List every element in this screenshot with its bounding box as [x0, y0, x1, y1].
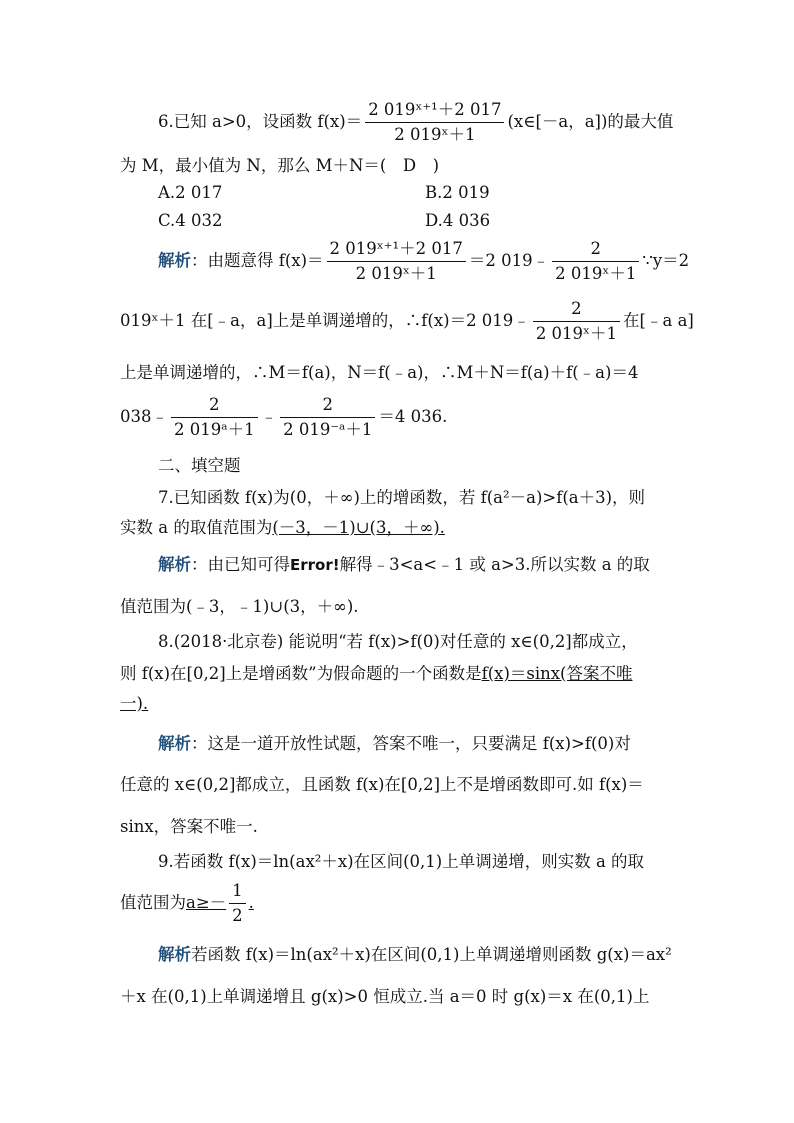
analysis-fraction — [171, 393, 258, 442]
fraction-denominator: 2 019ˣ＋1 — [394, 125, 476, 144]
analysis-fraction — [327, 237, 466, 286]
fraction-numerator: 2 — [552, 237, 639, 262]
q7-analysis-line2: 值范围为(﹣3，﹣1)∪(3，＋∞). — [120, 597, 359, 616]
q8-stem-text: 则 f(x)在[0,2]上是增函数”为假命题的一个函数是 — [120, 664, 482, 683]
analysis-label: 解析 — [158, 945, 191, 964]
analysis-text: ＝4 036. — [378, 407, 448, 426]
fraction-denominator: 2 019ˣ＋1 — [355, 264, 437, 283]
q9-answer-text: . — [248, 893, 254, 912]
q9-answer — [186, 881, 254, 925]
q6-option-d: D.4 036 — [425, 211, 491, 230]
q7-stem-line2 — [120, 514, 445, 538]
analysis-fraction — [280, 393, 375, 442]
q8-analysis-line1 — [158, 730, 631, 754]
q9-stem-line1: 9.若函数 f(x)＝ln(ax²＋x)在区间(0,1)上单调递增，则实数 a 的取 — [158, 852, 645, 871]
q6-stem-text: 6.已知 a>0，设函数 f(x)＝ — [158, 112, 363, 131]
analysis-label: 解析 — [158, 251, 191, 270]
q6-stem-line2: 为 M，最小值为 N，那么 M＋N＝( D ) — [120, 156, 440, 175]
analysis-text: ＝2 019﹣ — [468, 251, 550, 270]
analysis-text: 若函数 f(x)＝ln(ax²＋x)在区间(0,1)上单调递增则函数 g(x)＝ax² — [191, 945, 672, 964]
q6-stem-line1 — [158, 98, 673, 147]
q6-analysis-line2 — [120, 297, 694, 346]
q9-stem-line2 — [120, 879, 254, 928]
analysis-text: 在[﹣a a] — [623, 311, 694, 330]
q9-stem-text: 值范围为 — [120, 893, 186, 912]
fraction-denominator: 2 — [232, 906, 243, 925]
fraction-denominator: 2 019ˣ＋1 — [535, 324, 618, 343]
q6-analysis-line1 — [158, 237, 689, 286]
analysis-text: ﹣ — [260, 407, 278, 426]
q9-answer-text: a≥－ — [186, 893, 227, 912]
q6-function-fraction — [365, 98, 504, 147]
fraction-numerator: 1 — [229, 879, 246, 904]
q9-answer-fraction — [229, 879, 246, 928]
fraction-denominator: 2 019⁻ᵃ＋1 — [283, 420, 373, 439]
q8-analysis-line3: sinx，答案不唯一. — [120, 817, 258, 836]
analysis-fraction — [552, 237, 639, 286]
fraction-denominator: 2 019ˣ＋1 — [555, 264, 637, 283]
q6-analysis-line4 — [120, 393, 447, 442]
analysis-text: ：由题意得 f(x)＝ — [191, 251, 324, 270]
analysis-fraction — [533, 297, 620, 346]
analysis-text: ：由已知可得 — [191, 555, 290, 574]
analysis-label: 解析 — [158, 734, 191, 753]
section-heading: 二、填空题 — [158, 456, 241, 475]
fraction-numerator: 2 019ˣ⁺¹＋2 017 — [327, 237, 466, 262]
analysis-label: 解析 — [158, 555, 191, 574]
analysis-text: 019ˣ＋1 在[﹣a，a]上是单调递增的，∴f(x)＝2 019﹣ — [120, 311, 530, 330]
q7-answer: (－3，－1)∪(3，＋∞). — [272, 518, 445, 537]
q7-stem-text: 实数 a 的取值范围为 — [120, 518, 273, 537]
fraction-denominator: 2 019ᵃ＋1 — [174, 420, 255, 439]
q8-stem-line3 — [120, 690, 148, 714]
q8-answer: f(x)＝sinx(答案不唯 — [481, 664, 633, 683]
q7-analysis-line1 — [158, 551, 650, 575]
q6-option-b: B.2 019 — [425, 183, 490, 202]
q6-option-c: C.4 032 — [158, 211, 223, 230]
analysis-text: ：这是一道开放性试题，答案不唯一，只要满足 f(x)>f(0)对 — [191, 734, 631, 753]
q8-answer-continued: 一). — [120, 694, 149, 713]
analysis-text: 038﹣ — [120, 407, 168, 426]
q9-analysis-line2: ＋x 在(0,1)上单调递增且 g(x)>0 恒成立.当 a＝0 时 g(x)＝x 在(0,1)上 — [120, 987, 650, 1006]
q8-analysis-line2: 任意的 x∈(0,2]都成立，且函数 f(x)在[0,2]上不是增函数即可.如 f(x)＝ — [120, 775, 644, 794]
error-marker: Error! — [290, 556, 340, 574]
fraction-numerator: 2 — [280, 393, 375, 418]
q9-analysis-line1 — [158, 941, 672, 965]
q6-analysis-line3: 上是单调递增的，∴M＝f(a)，N＝f(﹣a)，∴M＋N＝f(a)＋f(﹣a)＝4 — [120, 363, 639, 382]
q8-stem-line1: 8.(2018·北京卷) 能说明“若 f(x)>f(0)对任意的 x∈(0,2]都成立， — [158, 632, 638, 651]
q7-stem-line1: 7.已知函数 f(x)为(0，＋∞)上的增函数，若 f(a²－a)>f(a＋3)，则 — [158, 488, 646, 507]
fraction-numerator: 2 — [171, 393, 258, 418]
q6-option-a: A.2 017 — [158, 183, 223, 202]
q6-stem-domain: (x∈[－a，a])的最大值 — [507, 112, 674, 131]
q8-stem-line2 — [120, 660, 633, 684]
fraction-numerator: 2 019ˣ⁺¹＋2 017 — [365, 98, 504, 123]
fraction-numerator: 2 — [533, 297, 620, 322]
analysis-text: ∵y＝2 — [642, 251, 690, 270]
analysis-text: 解得﹣3<a<﹣1 或 a>3.所以实数 a 的取 — [339, 555, 650, 574]
